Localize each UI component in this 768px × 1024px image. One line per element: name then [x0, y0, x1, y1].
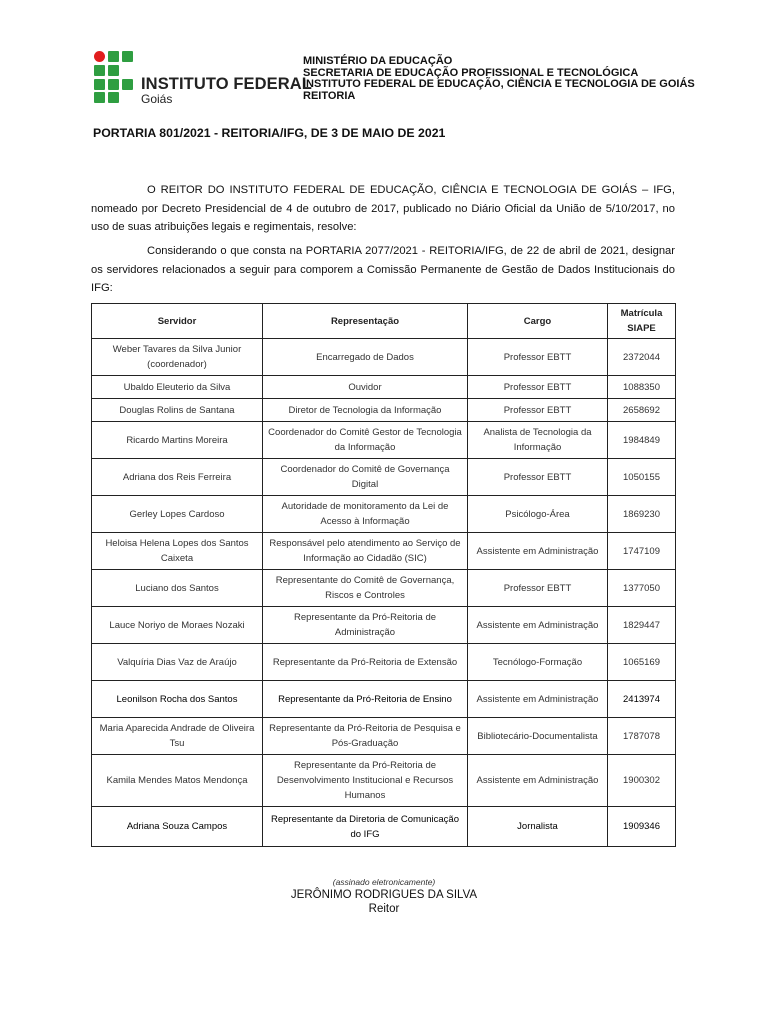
cell-cargo: Assistente em Administração [468, 533, 608, 570]
cell-servidor: Luciano dos Santos [92, 570, 263, 607]
cell-representacao: Responsável pelo atendimento ao Serviço de Informação ao Cidadão (SIC) [263, 533, 468, 570]
cell-cargo: Analista de Tecnologia da Informação [468, 422, 608, 459]
cell-cargo: Bibliotecário-Documentalista [468, 718, 608, 755]
cell-servidor: Maria Aparecida Andrade de Oliveira Tsu [92, 718, 263, 755]
cell-matricula: 1088350 [608, 376, 676, 399]
header-line-institute: INSTITUTO FEDERAL DE EDUCAÇÃO, CIÊNCIA E TECNOLOGIA DE GOIÁS [303, 78, 695, 90]
cell-representacao: Representante da Pró-Reitoria de Extensão [263, 644, 468, 681]
cell-representacao: Diretor de Tecnologia da Informação [263, 399, 468, 422]
column-header-matricula: Matrícula SIAPE [608, 304, 676, 339]
signature-block [0, 876, 768, 916]
table-row [92, 755, 676, 807]
cell-cargo: Professor EBTT [468, 339, 608, 376]
table-row [92, 807, 676, 847]
header-line-reitoria: REITORIA [303, 89, 356, 102]
cell-representacao: Representante da Pró-Reitoria de Pesquisa e Pós-Graduação [263, 718, 468, 755]
cell-servidor: Ricardo Martins Moreira [92, 422, 263, 459]
cell-cargo: Assistente em Administração [468, 607, 608, 644]
cell-cargo: Professor EBTT [468, 376, 608, 399]
cell-representacao: Representante da Pró-Reitoria de Administração [263, 607, 468, 644]
cell-cargo: Assistente em Administração [468, 755, 608, 807]
instituto-federal-logo [94, 51, 312, 107]
cell-representacao: Representante da Pró-Reitoria de Desenvolvimento Institucional e Recursos Humanos [263, 755, 468, 807]
logo-title: INSTITUTO FEDERAL [141, 75, 312, 93]
cell-cargo: Professor EBTT [468, 570, 608, 607]
paragraph-preamble: O REITOR DO INSTITUTO FEDERAL DE EDUCAÇÃO, CIÊNCIA E TECNOLOGIA DE GOIÁS – IFG, nomeado por Decreto Presidencial de 4 de outubro de 2017, publicado no Diário Oficial da União de 5/10/2017, no uso de suas atribuições legais e regimentais, resolve: [91, 184, 675, 233]
cell-matricula: 1869230 [608, 496, 676, 533]
cell-matricula: 1984849 [608, 422, 676, 459]
document-header [0, 0, 768, 110]
signature-name: JERÔNIMO RODRIGUES DA SILVA [290, 889, 478, 901]
cell-servidor: Adriana Souza Campos [92, 807, 263, 847]
table-row [92, 644, 676, 681]
table-row [92, 376, 676, 399]
cell-servidor: Lauce Noriyo de Moraes Nozaki [92, 607, 263, 644]
table-row [92, 533, 676, 570]
cell-representacao: Representante da Diretoria de Comunicação do IFG [263, 807, 468, 847]
cell-servidor: Leonilson Rocha dos Santos [92, 681, 263, 718]
table-row [92, 681, 676, 718]
portaria-title: PORTARIA 801/2021 - REITORIA/IFG, DE 3 DE MAIO DE 2021 [93, 126, 446, 140]
cell-matricula: 1377050 [608, 570, 676, 607]
cell-servidor: Adriana dos Reis Ferreira [92, 459, 263, 496]
cell-representacao: Coordenador do Comitê Gestor de Tecnologia da Informação [263, 422, 468, 459]
paragraph-resolution: Considerando o que consta na PORTARIA 2077/2021 - REITORIA/IFG, de 22 de abril de 2021, designar os servidores relacionados a seguir para comporem a Comissão Permanente de Gestão de Dados Institucionais do IFG: [91, 245, 675, 294]
cell-representacao: Coordenador do Comitê de Governança Digital [263, 459, 468, 496]
cell-representacao: Representante da Pró-Reitoria de Ensino [263, 681, 468, 718]
cell-representacao: Representante do Comitê de Governança, Riscos e Controles [263, 570, 468, 607]
table-header-row [92, 304, 676, 339]
cell-servidor: Gerley Lopes Cardoso [92, 496, 263, 533]
cell-matricula: 1909346 [608, 807, 676, 847]
cell-matricula: 1787078 [608, 718, 676, 755]
table-row [92, 496, 676, 533]
cell-representacao: Autoridade de monitoramento da Lei de Acesso à Informação [263, 496, 468, 533]
logo-subtitle: Goiás [141, 92, 173, 106]
cell-matricula: 1829447 [608, 607, 676, 644]
signature-role: Reitor [368, 903, 400, 915]
cell-cargo: Psicólogo-Área [468, 496, 608, 533]
table-row [92, 459, 676, 496]
cell-matricula: 1900302 [608, 755, 676, 807]
cell-servidor: Ubaldo Eleuterio da Silva [92, 376, 263, 399]
table-row [92, 339, 676, 376]
cell-servidor: Valquíria Dias Vaz de Araújo [92, 644, 263, 681]
cell-servidor: Weber Tavares da Silva Junior (coordenador) [92, 339, 263, 376]
cell-cargo: Tecnólogo-Formação [468, 644, 608, 681]
column-header-representacao: Representação [263, 304, 468, 339]
column-header-cargo: Cargo [468, 304, 608, 339]
cell-cargo: Jornalista [468, 807, 608, 847]
cell-servidor: Douglas Rolins de Santana [92, 399, 263, 422]
cell-servidor: Kamila Mendes Matos Mendonça [92, 755, 263, 807]
cell-representacao: Ouvidor [263, 376, 468, 399]
table-row [92, 570, 676, 607]
table-row [92, 422, 676, 459]
logo-mark-icon [94, 51, 134, 103]
signature-note: (assinado eletronicamente) [332, 877, 436, 887]
cell-servidor: Heloisa Helena Lopes dos Santos Caixeta [92, 533, 263, 570]
cell-matricula: 1065169 [608, 644, 676, 681]
cell-representacao: Encarregado de Dados [263, 339, 468, 376]
cell-matricula: 2372044 [608, 339, 676, 376]
cell-matricula: 2658692 [608, 399, 676, 422]
cell-matricula: 2413974 [608, 681, 676, 718]
header-line-secretariat: SECRETARIA DE EDUCAÇÃO PROFISSIONAL E TECNOLÓGICA [303, 66, 639, 79]
cell-matricula: 1050155 [608, 459, 676, 496]
header-line-ministry: MINISTÉRIO DA EDUCAÇÃO [303, 55, 453, 67]
cell-cargo: Professor EBTT [468, 399, 608, 422]
cell-matricula: 1747109 [608, 533, 676, 570]
cell-cargo: Professor EBTT [468, 459, 608, 496]
header-institution-lines [303, 56, 695, 102]
table-row [92, 399, 676, 422]
table-row [92, 718, 676, 755]
table-row [92, 607, 676, 644]
members-table [91, 303, 676, 847]
column-header-servidor: Servidor [92, 304, 263, 339]
cell-cargo: Assistente em Administração [468, 681, 608, 718]
